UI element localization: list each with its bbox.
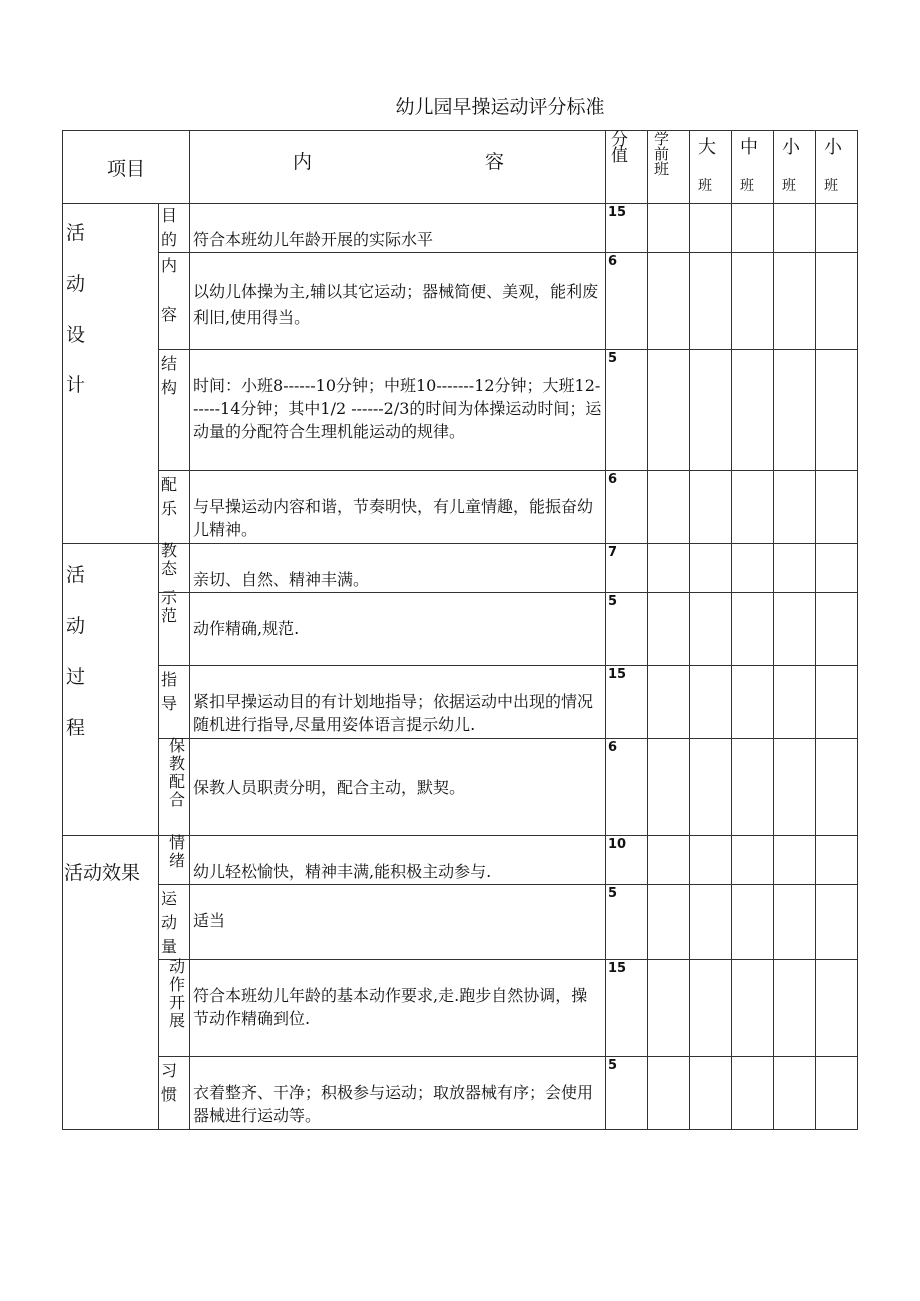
score-cell: 5 <box>606 1057 648 1130</box>
content-cell: 紧扣早操运动目的有计划地指导；依据运动中出现的情况随机进行指导,尽量用姿体语言提示幼儿. <box>190 666 606 739</box>
score-cell: 15 <box>606 204 648 253</box>
grade-cell[interactable] <box>774 885 816 960</box>
grade-cell[interactable] <box>774 666 816 739</box>
grade-cell[interactable] <box>648 204 690 253</box>
grade-cell[interactable] <box>816 1057 858 1130</box>
grade-cell[interactable] <box>732 836 774 885</box>
grade-cell[interactable] <box>648 544 690 593</box>
grade-cell[interactable] <box>774 471 816 544</box>
table-row <box>63 593 858 666</box>
header-big-class: 大 班 <box>690 131 732 204</box>
score-cell: 5 <box>606 593 648 666</box>
grade-cell[interactable] <box>732 350 774 471</box>
sub-item-movement: 动作开展 <box>159 960 190 1057</box>
sub-item-guidance: 指导 <box>159 666 190 739</box>
table-row <box>63 836 858 885</box>
header-small-class-2: 小 班 <box>816 131 858 204</box>
sub-item-habits: 习惯 <box>159 1057 190 1130</box>
grade-cell[interactable] <box>690 836 732 885</box>
grade-cell[interactable] <box>774 350 816 471</box>
header-preschool: 学前班 <box>648 131 690 204</box>
grade-cell[interactable] <box>732 544 774 593</box>
grade-cell[interactable] <box>732 593 774 666</box>
grade-cell[interactable] <box>690 544 732 593</box>
grade-cell[interactable] <box>774 204 816 253</box>
header-item: 项目 <box>63 131 190 204</box>
table-row <box>63 1057 858 1130</box>
grade-cell[interactable] <box>774 544 816 593</box>
header-score: 分值 <box>606 131 648 204</box>
scoring-table <box>62 130 858 1130</box>
score-cell: 10 <box>606 836 648 885</box>
sub-item-cooperation: 保教配合 <box>159 739 190 836</box>
table-row <box>63 739 858 836</box>
grade-cell[interactable] <box>648 471 690 544</box>
score-cell: 15 <box>606 666 648 739</box>
content-cell: 适当 <box>190 885 606 960</box>
grade-cell[interactable] <box>732 204 774 253</box>
grade-cell[interactable] <box>648 960 690 1057</box>
grade-cell[interactable] <box>648 666 690 739</box>
score-cell: 5 <box>606 885 648 960</box>
table-row <box>63 204 858 253</box>
sub-item-content: 内容 <box>159 253 190 350</box>
header-row <box>63 131 858 204</box>
section-activity-design: 活 动 设 计 <box>63 204 159 544</box>
score-cell: 5 <box>606 350 648 471</box>
grade-cell[interactable] <box>816 253 858 350</box>
content-cell: 亲切、自然、精神丰满。 <box>190 544 606 593</box>
sub-item-music: 配乐 <box>159 471 190 544</box>
score-cell: 6 <box>606 739 648 836</box>
grade-cell[interactable] <box>816 836 858 885</box>
grade-cell[interactable] <box>816 471 858 544</box>
sub-item-manner: 教态 <box>159 544 190 593</box>
grade-cell[interactable] <box>690 253 732 350</box>
table-row <box>63 960 858 1057</box>
grade-cell[interactable] <box>732 960 774 1057</box>
table-row <box>63 666 858 739</box>
section-activity-effect: 活动效果 <box>63 836 159 1130</box>
grade-cell[interactable] <box>690 1057 732 1130</box>
content-cell: 动作精确,规范. <box>190 593 606 666</box>
page-title: 幼儿园早操运动评分标准 <box>395 96 605 118</box>
grade-cell[interactable] <box>690 960 732 1057</box>
grade-cell[interactable] <box>690 471 732 544</box>
header-small-class: 小 班 <box>774 131 816 204</box>
content-cell: 幼儿轻松愉快，精神丰满,能积极主动参与. <box>190 836 606 885</box>
header-middle-class: 中 班 <box>732 131 774 204</box>
table-row <box>63 885 858 960</box>
grade-cell[interactable] <box>774 1057 816 1130</box>
grade-cell[interactable] <box>732 1057 774 1130</box>
grade-cell[interactable] <box>774 739 816 836</box>
grade-cell[interactable] <box>816 666 858 739</box>
table-row <box>63 253 858 350</box>
sub-item-purpose: 目的 <box>159 204 190 253</box>
sub-item-mood: 情绪 <box>159 836 190 885</box>
content-cell: 符合本班幼儿年龄开展的实际水平 <box>190 204 606 253</box>
table-row <box>63 544 858 593</box>
grade-cell[interactable] <box>648 885 690 960</box>
grade-cell[interactable] <box>648 350 690 471</box>
content-cell: 与早操运动内容和谐，节奏明快，有儿童情趣，能振奋幼儿精神。 <box>190 471 606 544</box>
grade-cell[interactable] <box>648 1057 690 1130</box>
sub-item-demonstration: 示范 <box>159 593 190 666</box>
content-cell: 以幼儿体操为主,辅以其它运动；器械简便、美观，能利废利旧,使用得当。 <box>190 253 606 350</box>
grade-cell[interactable] <box>690 739 732 836</box>
content-cell: 衣着整齐、干净；积极参与运动；取放器械有序；会使用器械进行运动等。 <box>190 1057 606 1130</box>
content-cell: 符合本班幼儿年龄的基本动作要求,走.跑步自然协调，操节动作精确到位. <box>190 960 606 1057</box>
grade-cell[interactable] <box>690 350 732 471</box>
section-activity-process: 活 动 过 程 <box>63 544 159 836</box>
grade-cell[interactable] <box>648 593 690 666</box>
grade-cell[interactable] <box>732 739 774 836</box>
grade-cell[interactable] <box>816 593 858 666</box>
grade-cell[interactable] <box>690 885 732 960</box>
grade-cell[interactable] <box>816 885 858 960</box>
content-cell: 时间：小班8------10分钟；中班10-------12分钟；大班12------14分钟；其中1/2 ------2/3的时间为体操运动时间；运动量的分配符合生理机能运动的规律。 <box>190 350 606 471</box>
grade-cell[interactable] <box>690 593 732 666</box>
content-cell: 保教人员职责分明，配合主动，默契。 <box>190 739 606 836</box>
grade-cell[interactable] <box>732 471 774 544</box>
score-cell: 15 <box>606 960 648 1057</box>
grade-cell[interactable] <box>774 593 816 666</box>
grade-cell[interactable] <box>816 204 858 253</box>
score-cell: 6 <box>606 471 648 544</box>
grade-cell[interactable] <box>732 253 774 350</box>
grade-cell[interactable] <box>732 666 774 739</box>
sub-item-exercise-amount: 运动量 <box>159 885 190 960</box>
sub-item-structure: 结构 <box>159 350 190 471</box>
table-row <box>63 471 858 544</box>
grade-cell[interactable] <box>816 960 858 1057</box>
score-cell: 6 <box>606 253 648 350</box>
grade-cell[interactable] <box>648 836 690 885</box>
grade-cell[interactable] <box>774 960 816 1057</box>
header-content: 内 容 <box>190 131 606 204</box>
grade-cell[interactable] <box>774 836 816 885</box>
score-cell: 7 <box>606 544 648 593</box>
grade-cell[interactable] <box>774 253 816 350</box>
table-row <box>63 350 858 471</box>
grade-cell[interactable] <box>690 666 732 739</box>
grade-cell[interactable] <box>732 885 774 960</box>
grade-cell[interactable] <box>690 204 732 253</box>
grade-cell[interactable] <box>648 739 690 836</box>
grade-cell[interactable] <box>816 739 858 836</box>
grade-cell[interactable] <box>816 350 858 471</box>
grade-cell[interactable] <box>648 253 690 350</box>
grade-cell[interactable] <box>816 544 858 593</box>
